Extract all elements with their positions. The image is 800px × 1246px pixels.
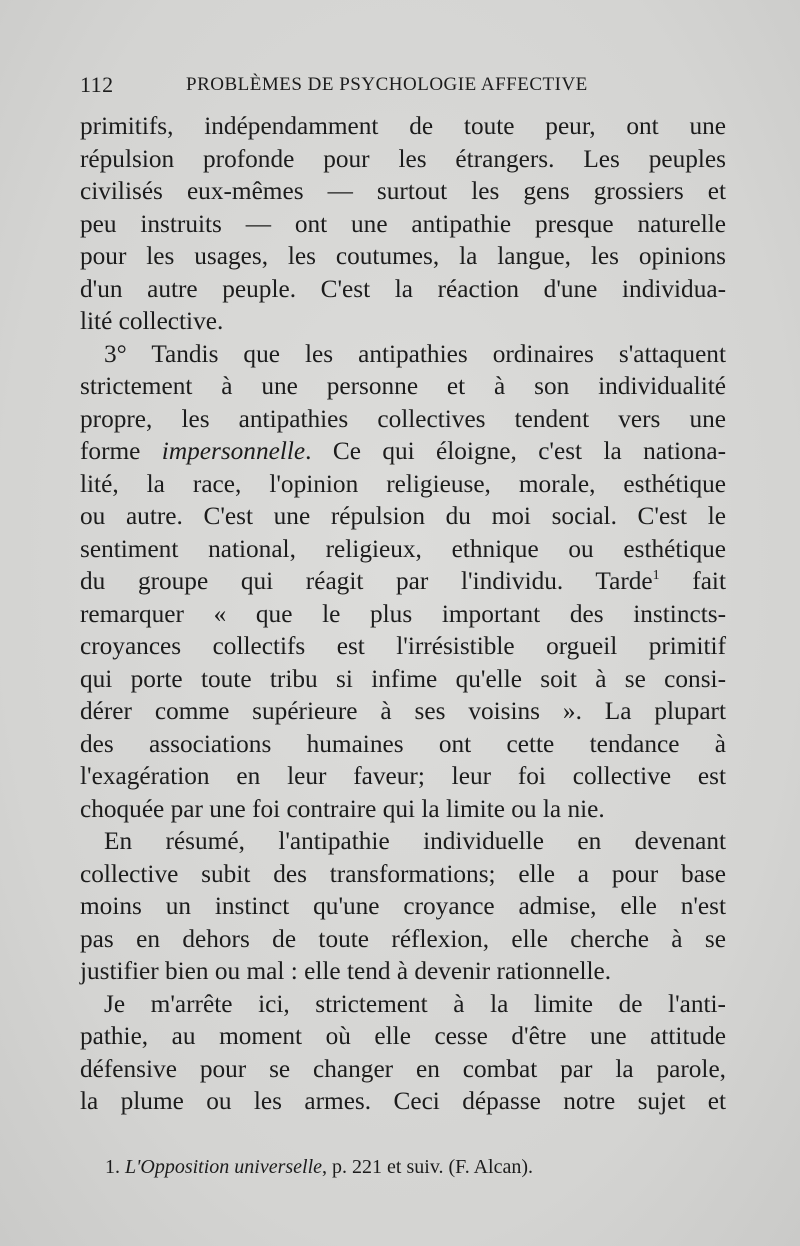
footnote [105, 1156, 533, 1179]
text-line: sentiment national, religieux, ethnique ou esthétique [80, 534, 726, 563]
footnote-number: 1. [105, 1156, 120, 1178]
text-line: propre, les antipathies collectives tendent vers une [80, 404, 726, 433]
text-line: d'un autre peuple. C'est la réaction d'une individua- [80, 274, 726, 303]
text-line: En résumé, l'antipathie individuelle en devenant [104, 827, 726, 855]
text-fragment: forme [80, 437, 162, 465]
text-line: primitifs, indépendamment de toute peur, ont une [80, 112, 726, 140]
text-line: lité collective. [80, 307, 224, 335]
text-line: ou autre. C'est une répulsion du moi social. C'est le [80, 502, 726, 530]
text-line: collective subit des transformations; elle a pour base [80, 859, 726, 888]
text-line: choquée par une foi contraire qui la limite ou la nie. [80, 794, 605, 823]
text-fragment: . Ce qui éloigne, c'est la nationa- [305, 437, 726, 465]
page-number: 112 [80, 72, 114, 97]
text-line: 3° Tandis que les antipathies ordinaires s'attaquent [104, 339, 726, 368]
footnote-reference: , p. 221 et suiv. (F. Alcan). [322, 1156, 534, 1178]
text-line: Je m'arrête ici, strictement à la limite de l'anti- [104, 989, 726, 1018]
text-line: pathie, au moment où elle cesse d'être une attitude [80, 1022, 726, 1050]
text-line: peu instruits — ont une antipathie presque naturelle [80, 209, 726, 238]
text-line: croyances collectifs est l'irrésistible orgueil primitif [80, 632, 726, 660]
text-line: remarquer « que le plus important des instincts- [80, 599, 726, 628]
text-line: lité, la race, l'opinion religieuse, morale, esthétique [80, 469, 726, 498]
text-line: strictement à une personne et à son individualité [80, 372, 726, 400]
footnote-marker: 1 [652, 568, 660, 583]
text-line: moins un instinct qu'une croyance admise, elle n'est [80, 892, 726, 920]
text-line: des associations humaines ont cette tendance à [80, 729, 726, 758]
text-line: pas en dehors de toute réflexion, elle cherche à se [80, 924, 726, 953]
running-title: PROBLÈMES DE PSYCHOLOGIE AFFECTIVE [186, 74, 588, 95]
text-fragment: du groupe qui réagit par l'individu. Tarde [80, 567, 653, 595]
text-line: dérer comme supérieure à ses voisins ». La plupart [80, 697, 726, 725]
text-line [80, 435, 726, 468]
text-line: la plume ou les armes. Ceci dépasse notre sujet et [80, 1087, 726, 1115]
text-line: qui porte toute tribu si infime qu'elle soit à se consi- [80, 664, 726, 693]
text-line: l'exagération en leur faveur; leur foi collective est [80, 762, 726, 790]
italic-term: impersonnelle [161, 437, 306, 465]
text-line: défensive pour se changer en combat par la parole, [80, 1054, 726, 1083]
footnote-book-title: L'Opposition universelle [125, 1156, 323, 1178]
body-text [80, 110, 726, 1118]
text-line: civilisés eux-mêmes — surtout les gens grossiers et [80, 177, 726, 205]
text-line: répulsion profonde pour les étrangers. Les peuples [80, 144, 726, 173]
text-line [80, 565, 726, 598]
text-line: pour les usages, les coutumes, la langue, les opinions [80, 242, 726, 270]
text-fragment: fait [659, 567, 726, 595]
text-line: justifier bien ou mal : elle tend à devenir rationnelle. [80, 957, 612, 985]
